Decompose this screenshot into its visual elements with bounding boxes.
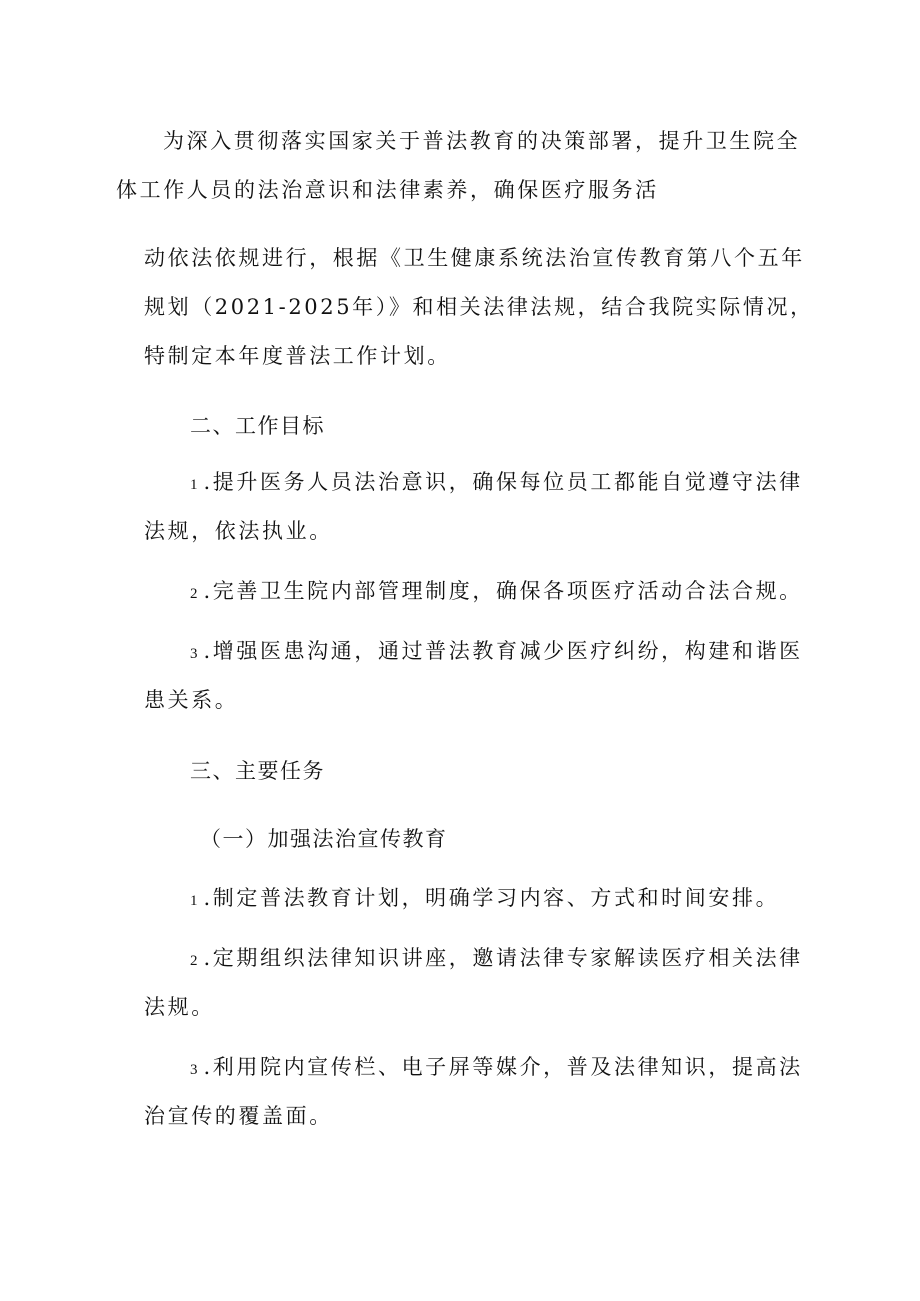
list-item-text: .增强医患沟通，通过普法教育减少医疗纠纷，构建和谐医	[203, 639, 803, 663]
intro-line-1: 为深入贯彻落实国家关于普法教育的决策部署，提升卫生院全	[163, 129, 801, 153]
subsection-heading: （一）加强法治宣传教育	[200, 827, 448, 851]
list-number: 2	[190, 953, 198, 969]
list-number: 3	[190, 646, 198, 662]
task-item-3-cont: 治宣传的覆盖面。	[144, 1104, 333, 1128]
intro-line-2: 体工作人员的法治意识和法律素养，确保医疗服务活	[116, 178, 659, 202]
task-item-3	[190, 1054, 803, 1083]
list-item-text: .完善卫生院内部管理制度，确保各项医疗活动合法合规。	[203, 579, 803, 603]
list-number: 1	[190, 477, 198, 493]
intro-line-5: 特制定本年度普法工作计划。	[144, 344, 451, 368]
list-item-text: .制定普法教育计划，明确学习内容、方式和时间安排。	[203, 886, 780, 910]
section-heading-tasks: 三、主要任务	[190, 759, 325, 783]
list-number: 3	[190, 1062, 198, 1078]
goal-item-2	[190, 578, 803, 607]
goal-item-3	[190, 638, 803, 667]
list-item-text: .定期组织法律知识讲座，邀请法律专家解读医疗相关法律	[203, 946, 803, 970]
list-item-text: .提升医务人员法治意识，确保每位员工都能自觉遵守法律	[203, 470, 803, 494]
section-heading-goals: 二、工作目标	[190, 414, 325, 438]
intro-line-4: 规划（2021-2025年）》和相关法律法规，结合我院实际情况，	[144, 295, 814, 319]
task-item-1	[190, 885, 779, 914]
task-item-2	[190, 945, 803, 974]
goal-item-3-cont: 患关系。	[144, 688, 239, 712]
list-number: 1	[190, 893, 198, 909]
intro-line-3: 动依法依规进行，根据《卫生健康系统法治宣传教育第八个五年	[144, 246, 805, 270]
goal-item-1-cont: 法规，依法执业。	[144, 519, 333, 543]
task-item-2-cont: 法规。	[144, 995, 215, 1019]
list-number: 2	[190, 586, 198, 602]
goal-item-1	[190, 469, 803, 498]
list-item-text: .利用院内宣传栏、电子屏等媒介，普及法律知识，提高法	[203, 1055, 803, 1079]
